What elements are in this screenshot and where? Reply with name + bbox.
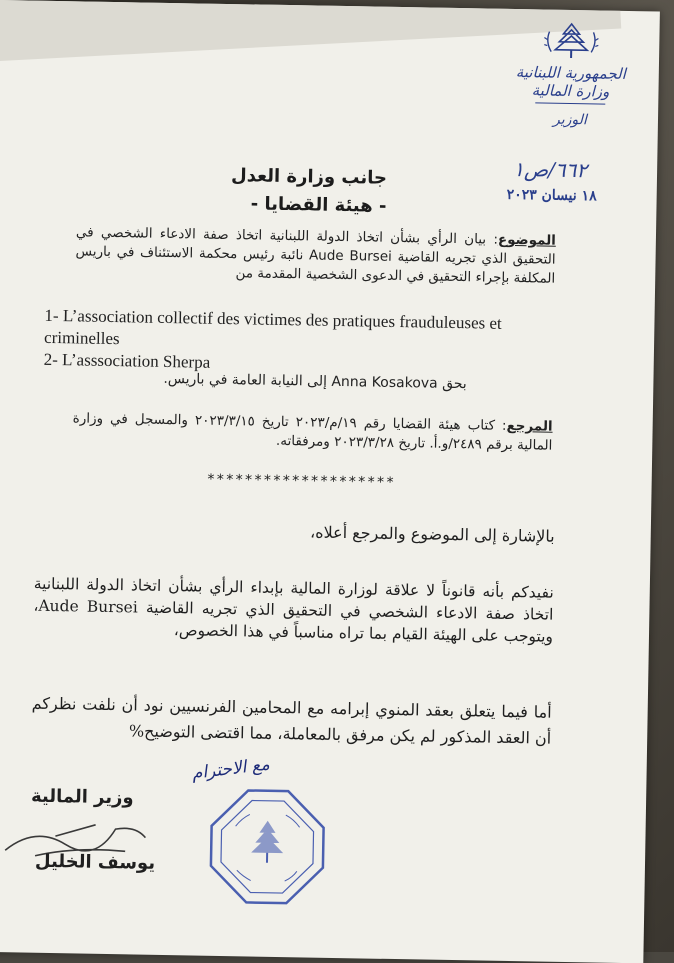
subject-block <box>75 223 556 288</box>
separator-stars: ******************** <box>207 472 396 491</box>
signatory-name: يوسف الخليل <box>35 851 155 874</box>
letterhead-divider <box>535 102 605 104</box>
letterhead-office: الوزير <box>510 111 630 129</box>
addressee-line-1: جانب وزارة العدل <box>231 162 387 193</box>
greeting: بالإشارة إلى الموضوع والمرجع أعلاه، <box>35 518 555 546</box>
reference-block <box>72 409 553 455</box>
reference-text: : كتاب هيئة القضايا رقم ١٩/م/٢٠٢٣ تاريخ ٢٠٢٣/٣/١٥ والمسجل في وزارة المالية برقم ٢٤٨٩/و.أ. تاريخ ٢٠٢٣/٣/٢٨ ومرفقاته. <box>73 410 553 453</box>
cedar-emblem-icon <box>541 19 602 62</box>
letterhead-ministry: وزارة المالية <box>510 81 630 101</box>
official-stamp-icon <box>206 786 328 908</box>
handwritten-regards: مع الاحترام <box>191 754 271 783</box>
body-paragraph-1: نفيدكم بأنه قانوناً لا علاقة لوزارة المالية بإبداء الرأي بشأن اتخاذ الدولة اللبنانية اتخاذ صفة الادعاء الشخصي في التحقيق الذي تجريه القاضية Aude Bursei، ويتوجب على الهيئة القيام بما تراه مناسباً في هذا الخصوص، <box>33 573 554 648</box>
plaintiff-item-1: 1- L’association collectif des victimes des pratiques frauduleuses et criminelles <box>44 305 565 358</box>
subject-text: : بيان الرأي بشأن اتخاذ الدولة اللبنانية اتخاذ صفة الادعاء الشخصي في التحقيق الذي تجريه القاضية Aude Bursei نائبة رئيس محكمة الاستئناف في باريس المكلفة بإجراء التحقيق في الدعوى الشخصية المقدمة من <box>75 224 555 286</box>
letterhead-republic: الجمهورية اللبنانية <box>511 63 631 83</box>
body-paragraph-2: أما فيما يتعلق بعقد المنوي إبرامه مع المحامين الفرنسيين نود أن نلفت نظركم أن العقد المذكور لم يكن مرفق بالمعاملة، مما اقتضى التوضيح% <box>31 691 552 752</box>
reference-label: المرجع <box>506 418 552 435</box>
plaintiff-item-2: 2- L’asssociation Sherpa <box>44 349 564 380</box>
letterhead <box>510 19 632 129</box>
reference-number: ٦٦٢/ص١ <box>513 157 587 182</box>
addressee-line-2: - هيئة القضايا - <box>230 190 386 221</box>
subject-against: بحق Anna Kosakova إلى النيابة العامة في باريس. <box>163 371 467 392</box>
subject-label: الموضوع <box>498 232 556 249</box>
addressee-block <box>230 162 387 221</box>
plaintiffs-list <box>44 305 565 380</box>
handwritten-date: ١٨ نيسان ٢٠٢٣ <box>507 187 597 205</box>
signatory-title: وزير المالية <box>31 786 134 809</box>
